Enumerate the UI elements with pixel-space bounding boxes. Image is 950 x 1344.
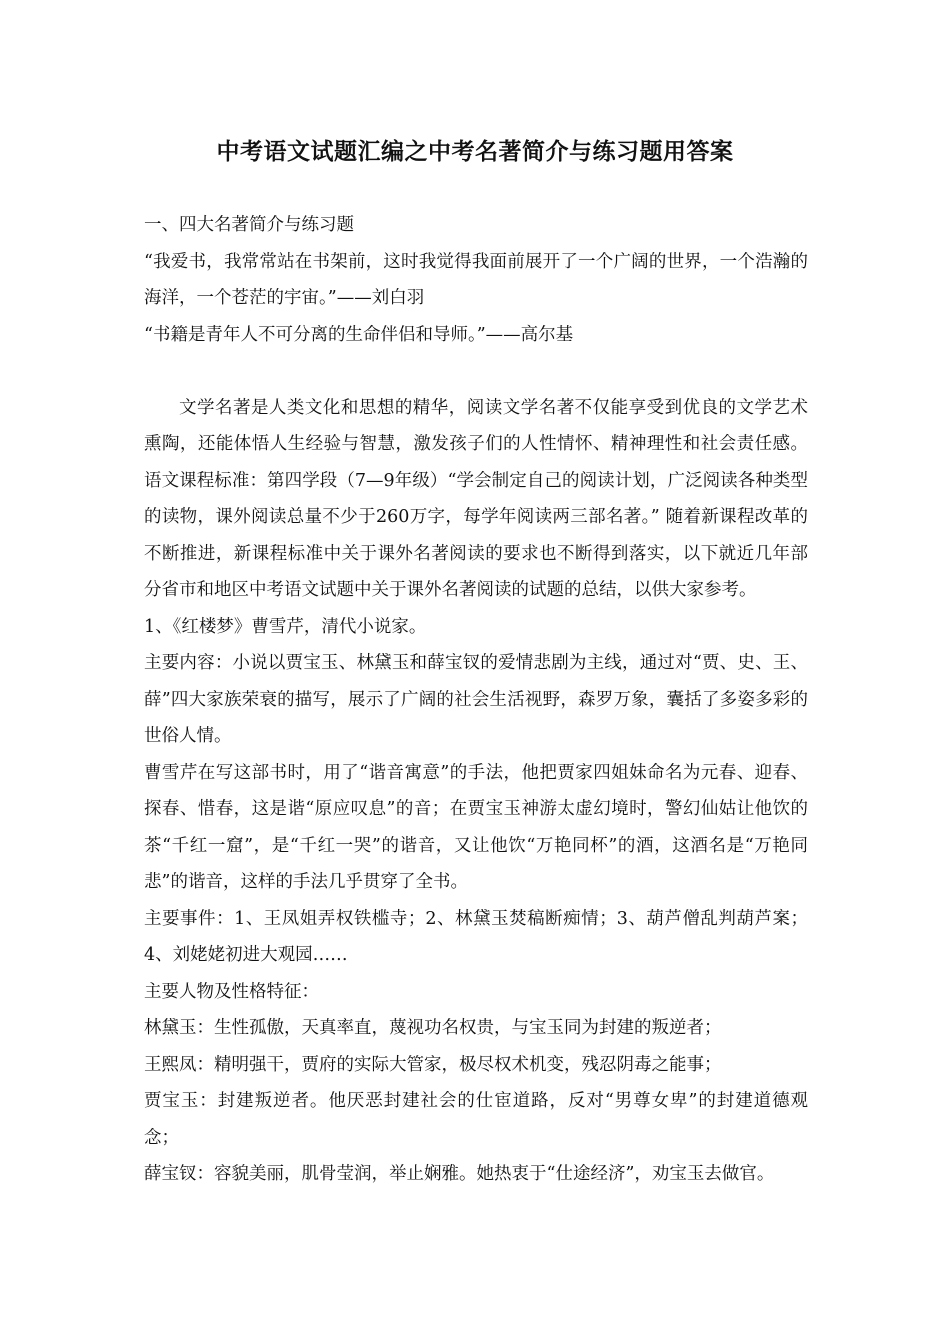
technique-paragraph: 曹雪芹在写这部书时，用了“谐音寓意”的手法，他把贾家四姐妹命名为元春、迎春、探春、惜春，这是谐“原应叹息”的音；在贾宝玉神游太虚幻境时，警幻仙姑让他饮的茶“千红一窟”，是“千红一哭”的谐音，又让他饮“万艳同杯”的酒，这酒名是“万艳同悲”的谐音，这样的手法几乎贯穿了全书。 [144,762,808,892]
document-title: 中考语文试题汇编之中考名著简介与练习题用答案 [216,139,734,165]
item-1-heading: 1、《红楼梦》曹雪芹，清代小说家。 [144,616,427,637]
quote-gorky: “书籍是青年人不可分离的生命伴侣和导师。”——高尔基 [144,324,574,345]
character-xue-baochai: 薛宝钗：容貌美丽，肌骨莹润，举止娴雅。她热衷于“仕途经济”，劝宝玉去做官。 [144,1164,775,1184]
main-content-paragraph: 主要内容：小说以贾宝玉、林黛玉和薛宝钗的爱情悲剧为主线，通过对“贾、史、王、薛”四大家族荣衰的描写，展示了广阔的社会生活视野，森罗万象，囊括了多姿多彩的世俗人情。 [144,653,808,746]
document-body [144,207,808,1193]
characters-heading: 主要人物及性格特征： [144,981,319,1002]
character-jia-baoyu: 贾宝玉：封建叛逆者。他厌恶封建社会的仕宦道路，反对“男尊女卑”的封建道德观念； [144,1091,808,1148]
character-wang-xifeng: 王熙凤：精明强干，贾府的实际大管家，极尽权术机变，残忍阴毒之能事； [144,1054,722,1075]
character-lin-daiyu: 林黛玉：生性孤傲，天真率直，蔑视功名权贵，与宝玉同为封建的叛逆者； [144,1018,722,1038]
intro-paragraph: 文学名著是人类文化和思想的精华，阅读文学名著不仅能享受到优良的文学艺术熏陶，还能体悟人生经验与智慧，激发孩子们的人性情怀、精神理性和社会责任感。语文课程标准：第四学段（7—9年级）“学会制定自己的阅读计划，广泛阅读各种类型的读物，课外阅读总量不少于260万字，每学年阅读两三部名著。” 随着新课程改革的不断推进，新课程标准中关于课外名著阅读的要求也不断得到落实，以下就近几年部分省市和地区中考语文试题中关于课外名著阅读的试题的总结，以供大家参考。 [144,397,808,600]
paragraph-spacer [144,353,808,390]
main-events-paragraph: 主要事件：1、王凤姐弄权铁槛寺；2、林黛玉焚稿断痴情；3、葫芦僧乱判葫芦案；4、刘姥姥初进大观园…… [144,908,808,965]
quote-liu-baiyu: “我爱书，我常常站在书架前，这时我觉得我面前展开了一个广阔的世界，一个浩瀚的海洋，一个苍茫的宇宙。”——刘白羽 [144,251,808,308]
section-heading: 一、四大名著简介与练习题 [144,215,354,235]
